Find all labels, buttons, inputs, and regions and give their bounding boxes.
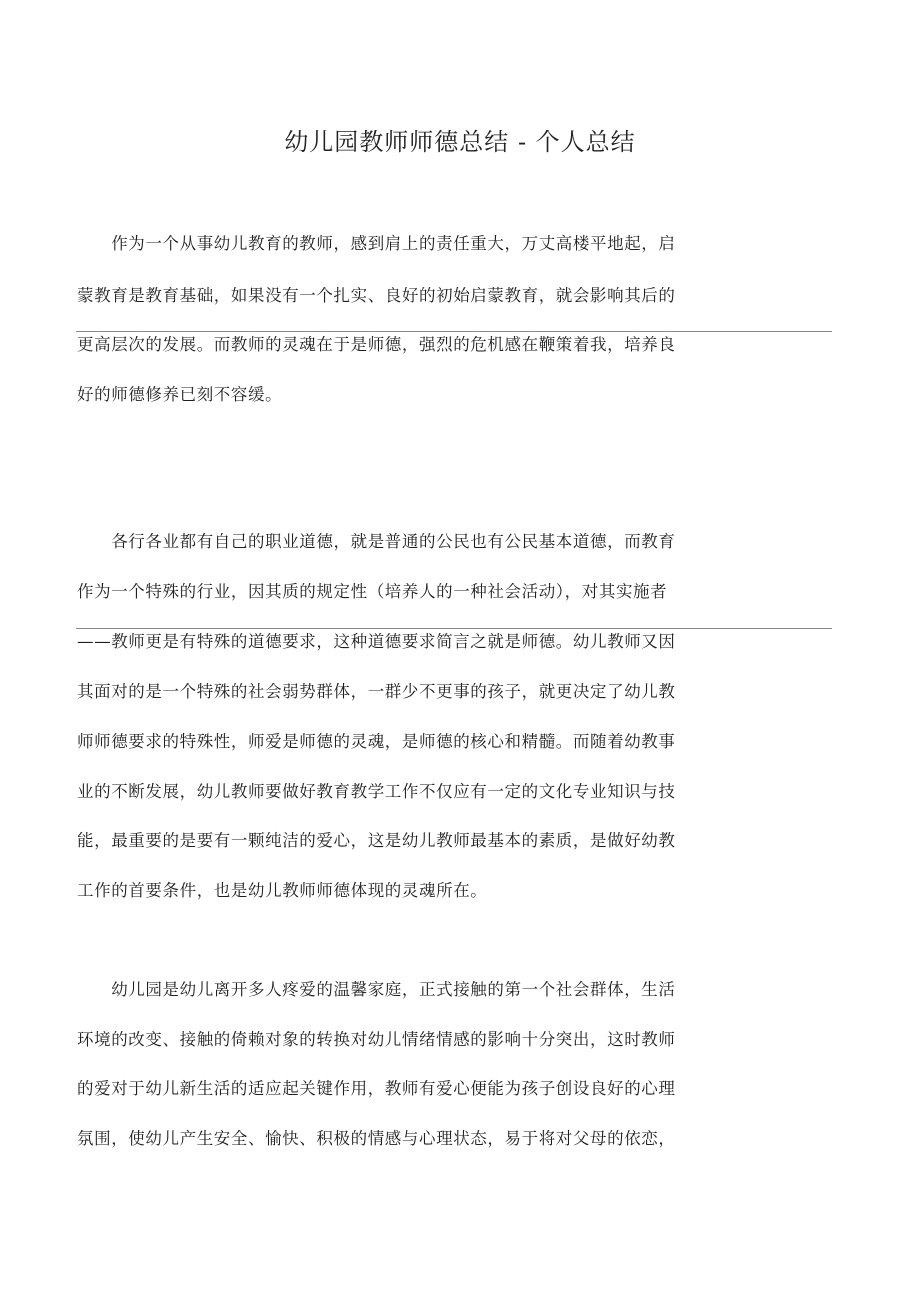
divider-line bbox=[76, 331, 832, 332]
paragraph-line: 氛围，使幼儿产生安全、愉快、积极的情感与心理状态，易于将对父母的依恋， bbox=[77, 1129, 676, 1148]
paragraph-line: 作为一个特殊的行业，因其质的规定性（培养人的一种社会活动），对其实施者 bbox=[77, 582, 668, 601]
paragraph-line: 作为一个从事幼儿教育的教师，感到肩上的责任重大，万丈高楼平地起，启 bbox=[77, 234, 676, 253]
paragraph-line: 环境的改变、接触的倚赖对象的转换对幼儿情绪情感的影响十分突出，这时教师 bbox=[77, 1030, 676, 1049]
paragraph-line: 蒙教育是教育基础，如果没有一个扎实、良好的初始启蒙教育，就会影响其后的 bbox=[77, 286, 676, 305]
paragraph-line: 工作的首要条件，也是幼儿教师师德体现的灵魂所在。 bbox=[77, 881, 488, 900]
paragraph-line: 能，最重要的是要有一颗纯洁的爱心，这是幼儿教师最基本的素质，是做好幼教 bbox=[77, 831, 676, 850]
paragraph-line: 各行各业都有自己的职业道德，就是普通的公民也有公民基本道德，而教育 bbox=[77, 532, 676, 551]
paragraph-line: 的爱对于幼儿新生活的适应起关键作用，教师有爱心便能为孩子创设良好的心理 bbox=[77, 1079, 676, 1098]
paragraph-line: 其面对的是一个特殊的社会弱势群体，一群少不更事的孩子，就更决定了幼儿教 bbox=[77, 682, 676, 701]
paragraph-line: ——教师更是有特殊的道德要求，这种道德要求简言之就是师德。幼儿教师又因 bbox=[77, 632, 676, 651]
paragraph-line: 幼儿园是幼儿离开多人疼爱的温馨家庭，正式接触的第一个社会群体，生活 bbox=[77, 980, 676, 999]
paragraph-line: 更高层次的发展。而教师的灵魂在于是师德，强烈的危机感在鞭策着我，培养良 bbox=[77, 335, 676, 354]
document-title: 幼儿园教师师德总结 - 个人总结 bbox=[284, 128, 636, 156]
paragraph-line: 师师德要求的特殊性，师爱是师德的灵魂，是师德的核心和精髓。而随着幼教事 bbox=[77, 732, 676, 751]
divider-line bbox=[76, 628, 832, 629]
paragraph-line: 好的师德修养已刻不容缓。 bbox=[77, 385, 283, 404]
paragraph-line: 业的不断发展，幼儿教师要做好教育教学工作不仅应有一定的文化专业知识与技 bbox=[77, 782, 676, 801]
